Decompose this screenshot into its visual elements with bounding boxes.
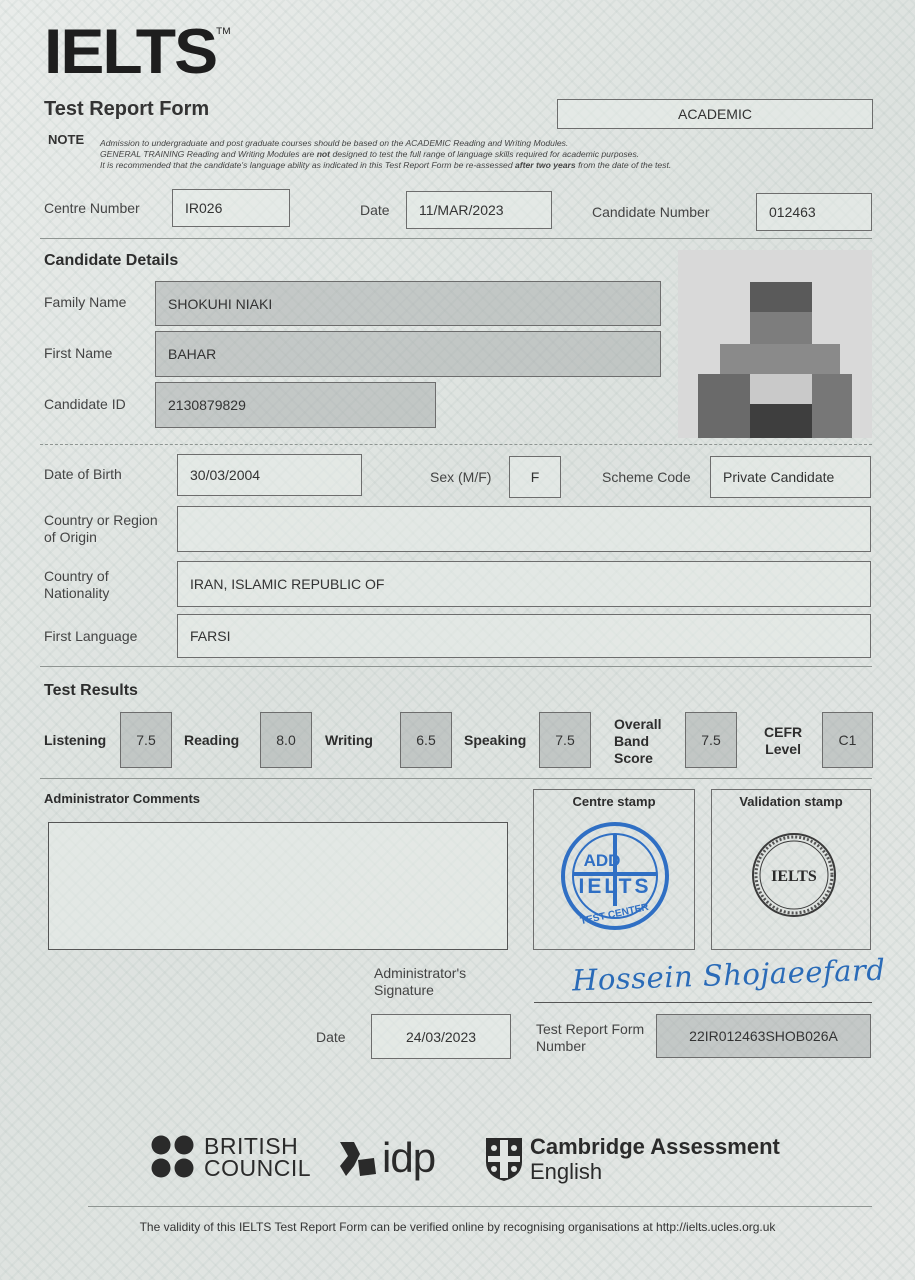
- overall-band-score: 7.5: [685, 712, 737, 768]
- writing-score: 6.5: [400, 712, 452, 768]
- ielts-logo: IELTS™: [44, 15, 231, 87]
- validation-stamp-label: Validation stamp: [739, 794, 843, 809]
- reading-label: Reading: [184, 732, 240, 748]
- candidate-number-label: Candidate Number: [592, 204, 710, 220]
- nationality-label: Country of Nationality: [44, 568, 110, 601]
- centre-stamp-icon: [534, 790, 696, 951]
- sex-label: Sex (M/F): [430, 469, 492, 485]
- administrator-signature: Hossein Shojaeefard: [571, 952, 886, 998]
- british-council-logo: BRITISH COUNCIL: [150, 1134, 311, 1180]
- trf-number-label: Test Report Form Number: [536, 1021, 645, 1054]
- reading-score: 8.0: [260, 712, 312, 768]
- country-origin-label: Country or Region of Origin: [44, 512, 158, 545]
- first-language-value: FARSI: [177, 614, 871, 658]
- cefr-level-value: C1: [822, 712, 873, 768]
- admin-comments-box: [48, 822, 508, 950]
- candidate-id-label: Candidate ID: [44, 396, 126, 412]
- sex-value: F: [509, 456, 561, 498]
- candidate-number-value: 012463: [756, 193, 872, 231]
- footer-divider: [88, 1206, 872, 1207]
- speaking-label: Speaking: [464, 732, 527, 748]
- divider: [40, 666, 872, 667]
- centre-stamp-box: [533, 789, 695, 950]
- first-language-label: First Language: [44, 628, 138, 644]
- centre-number-label: Centre Number: [44, 200, 140, 216]
- idp-leaf-icon: [336, 1136, 378, 1180]
- cambridge-logo: Cambridge Assessment English: [484, 1134, 780, 1184]
- family-name-label: Family Name: [44, 294, 127, 310]
- writing-label: Writing: [325, 732, 373, 748]
- note-label: NOTE: [48, 132, 85, 147]
- overall-band-label: Overall Band Score: [614, 716, 662, 766]
- first-name-value: BAHAR: [155, 331, 661, 377]
- scheme-code-value: Private Candidate: [710, 456, 871, 498]
- candidate-photo: [678, 250, 872, 438]
- validation-stamp-box: [711, 789, 871, 950]
- idp-logo: idp: [336, 1136, 435, 1180]
- centre-stamp-label: Centre stamp: [572, 794, 656, 809]
- signature-line: [534, 1002, 872, 1003]
- module-box: ACADEMIC: [557, 99, 873, 129]
- scheme-code-label: Scheme Code: [602, 469, 691, 485]
- divider: [40, 444, 872, 445]
- cefr-level-label: CEFR Level: [764, 724, 803, 757]
- svg-text:IELTS: IELTS: [578, 875, 652, 898]
- admin-date-label: Date: [316, 1029, 346, 1045]
- listening-score: 7.5: [120, 712, 172, 768]
- first-name-label: First Name: [44, 345, 113, 361]
- listening-label: Listening: [44, 732, 107, 748]
- british-council-dots-icon: [150, 1134, 196, 1180]
- trf-number-value: 22IR012463SHOB026A: [656, 1014, 871, 1058]
- speaking-score: 7.5: [539, 712, 591, 768]
- form-title: Test Report Form: [44, 98, 210, 120]
- candidate-details-title: Candidate Details: [44, 252, 179, 269]
- svg-text:ADD: ADD: [583, 851, 621, 870]
- nationality-value: IRAN, ISLAMIC REPUBLIC OF: [177, 561, 871, 607]
- validation-seal-icon: [712, 790, 872, 951]
- candidate-id-value: 2130879829: [155, 382, 436, 428]
- test-date-label: Date: [360, 202, 390, 218]
- centre-number-value: IR026: [172, 189, 290, 227]
- divider: [40, 238, 872, 239]
- country-origin-value: [177, 506, 871, 552]
- test-results-title: Test Results: [44, 682, 138, 699]
- divider: [40, 778, 872, 779]
- note-text: Admission to undergraduate and post graduate courses should be based on the ACADEMIC Reading and Writing Modules. GENERAL TRAINING Reading and Writing Modules are not designed to test the full range of language skills required for academic purposes. It is recommended that the candidate's language ability as indicated in this Test Report Form be re-assessed after two years from the date of the test.: [100, 138, 672, 170]
- cambridge-shield-icon: [484, 1136, 524, 1182]
- svg-text:TEST CENTER: TEST CENTER: [579, 901, 650, 928]
- signature-label: Administrator's Signature: [374, 965, 467, 998]
- admin-date-value: 24/03/2023: [371, 1014, 511, 1059]
- dob-value: 30/03/2004: [177, 454, 362, 496]
- footer-note: The validity of this IELTS Test Report Form can be verified online by recognising organisations at http://ielts.ucles.org.uk: [139, 1220, 776, 1234]
- family-name-value: SHOKUHI NIAKI: [155, 281, 661, 326]
- test-date-value: 11/MAR/2023: [406, 191, 552, 229]
- svg-text:IELTS: IELTS: [771, 868, 817, 885]
- dob-label: Date of Birth: [44, 466, 122, 482]
- admin-comments-label: Administrator Comments: [44, 791, 201, 806]
